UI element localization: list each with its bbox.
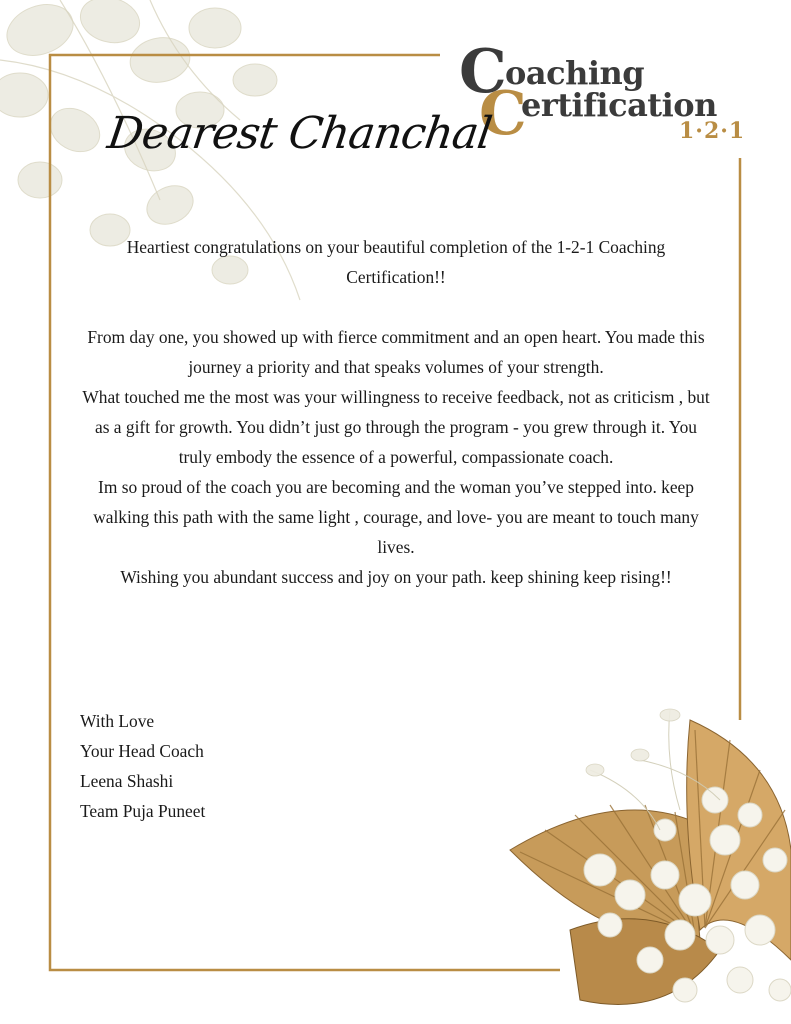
- paragraph-proud: Im so proud of the coach you are becoming and the woman you’ve stepped into. keep walking this path with the same light , courage, and love- you are meant to touch many lives.: [93, 477, 699, 557]
- signoff-block: [80, 706, 205, 826]
- logo-initial-c-1: C: [459, 37, 507, 107]
- paragraph-feedback: What touched me the most was your willingness to receive feedback, not as criticism , but as a gift for growth. You didn’t just go through the program - you grew through it. You truly embody the essence of a powerful, compassionate coach.: [82, 387, 710, 467]
- logo-word-certification: ertification: [521, 86, 717, 124]
- letter-body: [80, 232, 712, 592]
- floral-decoration-bottom-right: [490, 700, 791, 1024]
- paragraph-day-one: From day one, you showed up with fierce commitment and an open heart. You made this journey a priority and that speaks volumes of your strength.: [87, 327, 705, 377]
- greeting-heading: Dearest Chanchal: [104, 108, 495, 159]
- logo-initial-c-2: C: [479, 79, 527, 149]
- signoff-line: Leena Shashi: [80, 771, 174, 791]
- paragraph-wishes: Wishing you abundant success and joy on your path. keep shining keep rising!!: [120, 567, 672, 587]
- signoff-line: Team Puja Puneet: [80, 801, 206, 821]
- paragraph-congratulations: Heartiest congratulations on your beautiful completion of the 1-2-1 Coaching Certification!!: [126, 237, 666, 287]
- logo-number: 1·2·1: [679, 118, 746, 144]
- signoff-line: With Love: [80, 711, 155, 731]
- logo-word-coaching: oaching: [505, 54, 645, 92]
- signoff-line: Your Head Coach: [80, 741, 204, 761]
- coaching-certification-logo: [455, 37, 755, 150]
